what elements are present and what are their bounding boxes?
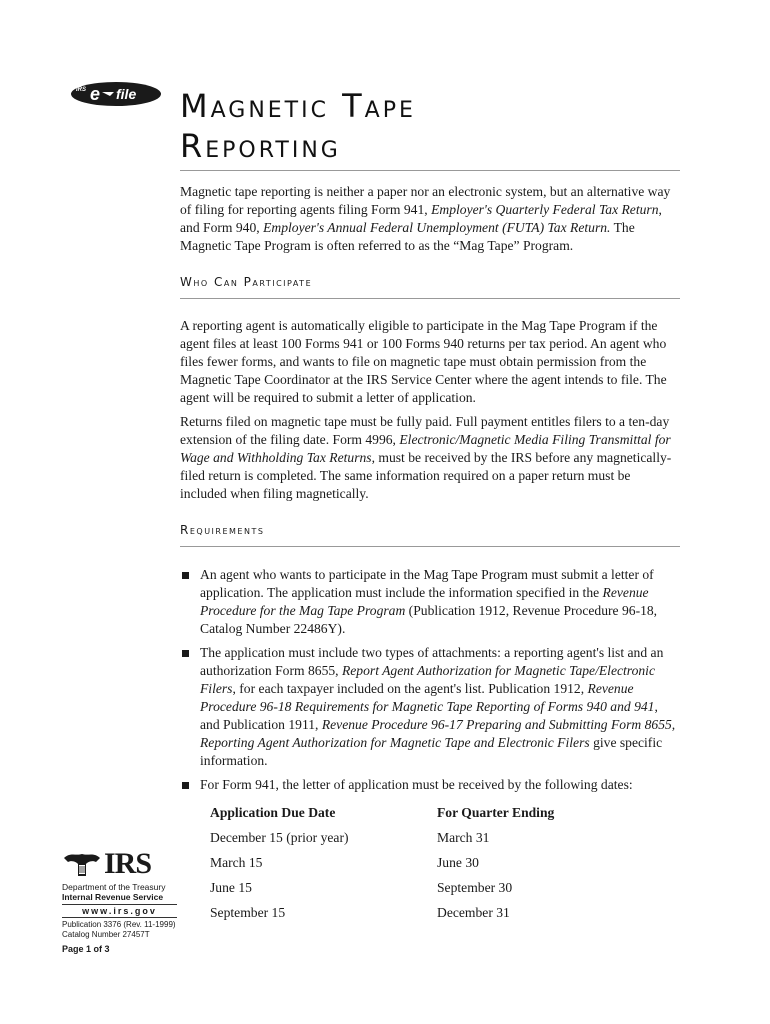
dept-line-1: Department of the Treasury: [62, 882, 166, 892]
intro-paragraph: [180, 183, 680, 255]
table-header-row: [210, 800, 554, 825]
b1-italic: Revenue Procedure for the Mag Tape Program: [200, 585, 649, 618]
heading-requirements: Requirements: [180, 523, 265, 537]
intro-text-1: Magnetic tape reporting is neither a paper nor an electronic system, but an alternative way of filing for reporting agents filing Form 941,: [180, 184, 671, 217]
dept-line-2: Internal Revenue Service: [62, 892, 164, 902]
list-item: [180, 644, 680, 770]
irs-wordmark: IRS: [104, 847, 152, 880]
b2-text-4: give specific information.: [200, 735, 663, 768]
main-content: [180, 86, 680, 925]
publication-number: Publication 3376 (Rev. 11-1999): [62, 920, 176, 929]
list-item: [180, 776, 680, 794]
who-paragraph-2: [180, 413, 680, 503]
due-dates-table: [210, 800, 554, 925]
section-divider-requirements: [180, 546, 680, 547]
cell-quarter: March 31: [437, 829, 490, 845]
b2-text-2: , for each taxpayer included on the agent's list. Publication 1912,: [232, 681, 588, 696]
logo-file-text: file: [116, 86, 137, 102]
requirements-list: [180, 566, 680, 794]
b2-text-3: , and Publication 1911,: [200, 699, 658, 732]
section-divider-who: [180, 298, 680, 299]
who-p2-text-1: Returns filed on magnetic tape must be fully paid. Full payment entitles filers to a ten-day extension of the filing date. Form 4996,: [180, 414, 670, 447]
bullet-square-icon: [182, 572, 189, 579]
publication-info: [62, 920, 182, 940]
b2-italic-2: Revenue Procedure 96-18 Requirements for Magnetic Tape Reporting of Forms 940 and 941: [200, 681, 655, 714]
who-paragraph-1: A reporting agent is automatically eligible to participate in the Mag Tape Program if the agent files at least 100 Forms 941 or 100 Forms 940 returns per tax period. An agent who files fewer forms, and wants to file on magnetic tape must obtain permission from the Magnetic Tape Coordinator at the IRS Service Center where the agent intends to file. The agent will be required to submit a letter of application.: [180, 318, 667, 405]
intro-form941-title: Employer's Quarterly Federal Tax Return: [431, 202, 659, 217]
b2-text-1: The application must include two types of attachments: a reporting agent's list and an authorization Form 8655,: [200, 645, 664, 678]
table-row: [210, 850, 554, 875]
table-row: [210, 900, 554, 925]
who-p2-form4996-title: Electronic/Magnetic Media Filing Transmittal for Wage and Withholding Tax Returns: [180, 432, 671, 465]
b2-italic-3: Revenue Procedure 96-17 Preparing and Submitting Form 8655, Reporting Agent Authorization for Magnetic Tape and Electronic Filers: [200, 717, 676, 750]
intro-form940-title: Employer's Annual Federal Unemployment (FUTA) Tax Return.: [263, 220, 611, 235]
cell-due-date: June 15: [210, 879, 252, 895]
cell-due-date: December 15 (prior year): [210, 829, 349, 845]
table-row: [210, 875, 554, 900]
irs-eagle-icon: [62, 850, 102, 880]
page-number: Page 1 of 3: [62, 944, 110, 954]
irs-efile-logo: [70, 80, 162, 108]
title-line-1: Magnetic Tape: [180, 87, 416, 125]
catalog-number: Catalog Number 27457T: [62, 930, 150, 939]
b1-text-1: An agent who wants to participate in the Mag Tape Program must submit a letter of application. The application must include the information specified in the: [200, 567, 654, 600]
b1-text-2: (Publication 1912, Revenue Procedure 96-18, Catalog Number 22486Y).: [200, 603, 658, 636]
department-label: [62, 882, 177, 902]
page-title: [180, 86, 680, 166]
cell-due-date: March 15: [210, 854, 263, 870]
cell-quarter: December 31: [437, 904, 510, 920]
list-item: [180, 566, 680, 638]
col-header-quarter-ending: For Quarter Ending: [437, 804, 555, 820]
irs-website: www.irs.gov: [62, 904, 177, 918]
title-divider: [180, 170, 680, 171]
title-line-2: Reporting: [180, 127, 341, 165]
intro-text-2: , and Form 940,: [180, 202, 662, 235]
heading-who-can-participate: Who Can Participate: [180, 275, 313, 289]
logo-e-text: e: [90, 84, 101, 104]
who-p2-text-2: , must be received by the IRS before any magnetically-filed return is completed. The same information required on a paper return must be included when filing magnetically.: [180, 450, 672, 501]
table-row: [210, 825, 554, 850]
bullet-square-icon: [182, 650, 189, 657]
bullet-square-icon: [182, 782, 189, 789]
b3-text: For Form 941, the letter of application must be received by the following dates:: [200, 777, 633, 792]
col-header-due-date: Application Due Date: [210, 804, 336, 820]
cell-quarter: June 30: [437, 854, 479, 870]
intro-text-3: The Magnetic Tape Program is often referred to as the “Mag Tape” Program.: [180, 220, 635, 253]
b2-italic-1: Report Agent Authorization for Magnetic Tape/Electronic Filers: [200, 663, 655, 696]
cell-due-date: September 15: [210, 904, 286, 920]
logo-irs-text: IRS: [76, 87, 87, 93]
cell-quarter: September 30: [437, 879, 513, 895]
